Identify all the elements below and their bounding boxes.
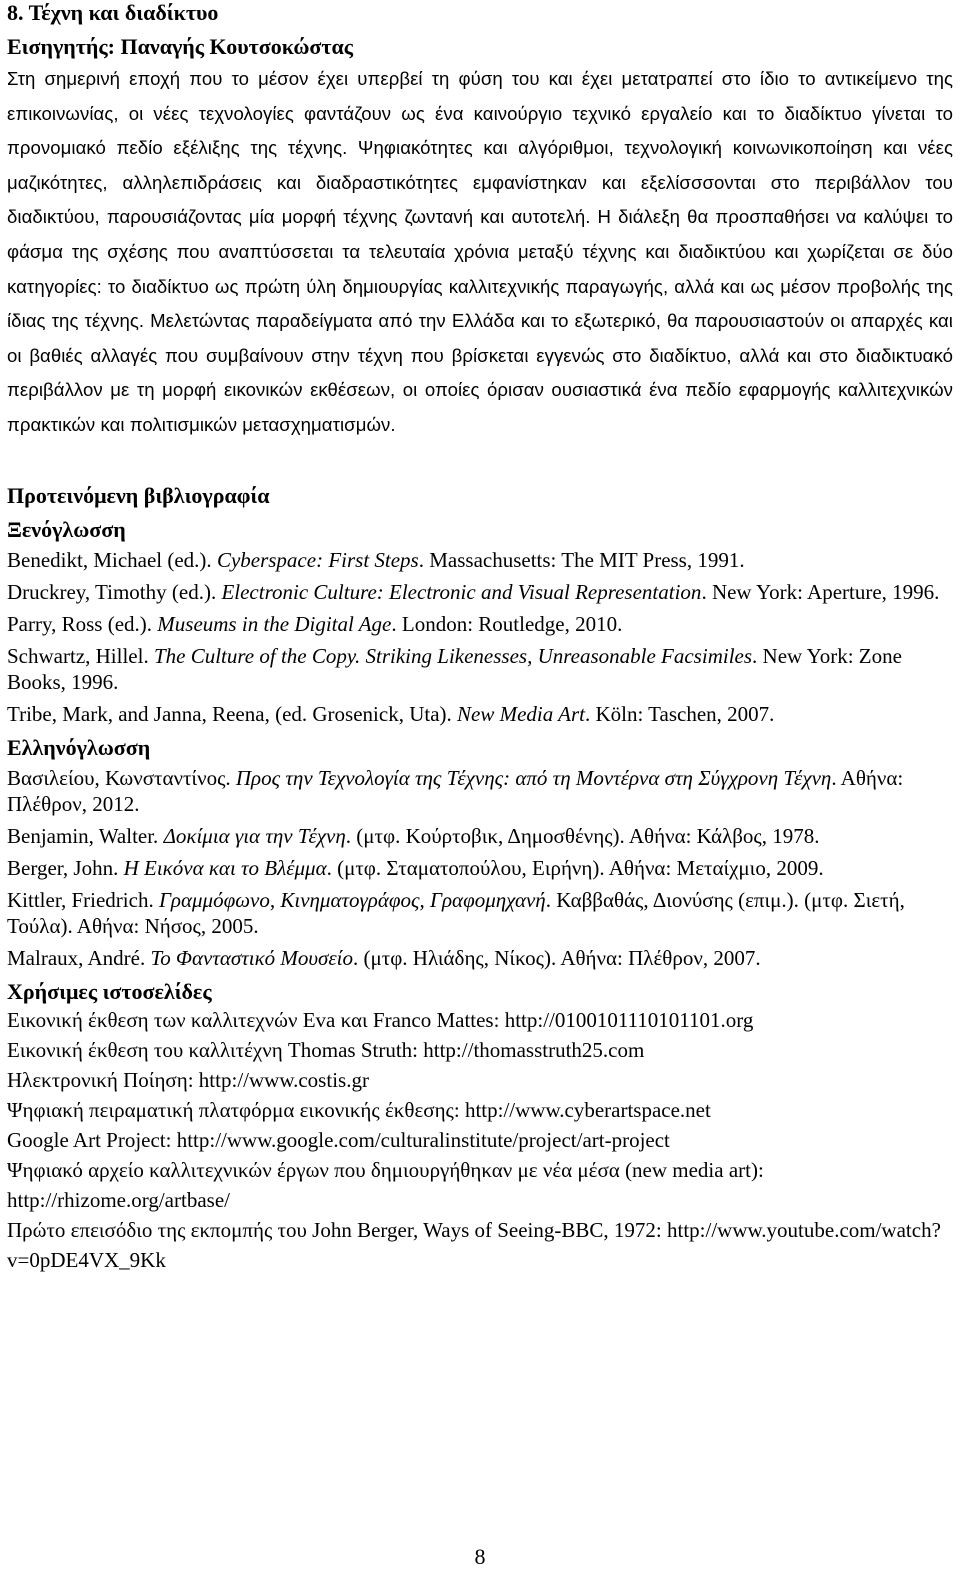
website-item[interactable]: Πρώτο επεισόδιο της εκπομπής του John Berger, Ways of Seeing-BBC, 1972: http://www.youtube.com/watch?v=0pDE4VX_9Kk — [7, 1217, 941, 1272]
bibliography-title: Προτεινόμενη βιβλιογραφία — [7, 482, 270, 508]
reference-author: Malraux, André. — [7, 945, 151, 970]
reference-item — [7, 823, 953, 849]
website-item[interactable]: Ψηφιακό αρχείο καλλιτεχνικών έργων που δημιουργήθηκαν με νέα μέσα (new media art): http://rhizome.org/artbase/ — [7, 1157, 764, 1212]
reference-publisher: . (μτφ. Σταματοπούλου, Ειρήνη). Αθήνα: Μεταίχμιο, 2009. — [326, 855, 824, 880]
reference-title: Electronic Culture: Electronic and Visual Representation — [221, 579, 702, 604]
website-item[interactable]: Ηλεκτρονική Ποίηση: http://www.costis.gr — [7, 1067, 369, 1092]
reference-publisher: . Massachusetts: The MIT Press, 1991. — [418, 547, 745, 572]
website-item[interactable]: Ψηφιακή πειραματική πλατφόρμα εικονικής έκθεσης: http://www.cyberartspace.net — [7, 1097, 711, 1122]
reference-author: Berger, John. — [7, 855, 124, 880]
reference-author: Schwartz, Hillel. — [7, 643, 154, 668]
reference-publisher: . New York: Aperture, 1996. — [701, 579, 940, 604]
reference-publisher: . Köln: Taschen, 2007. — [584, 701, 775, 726]
reference-item — [7, 701, 953, 727]
reference-publisher: . Καββαθάς, Διονύσης (επιμ.). (μτφ. Σιετή, Τούλα). Αθήνα: Νήσος, 2005. — [7, 887, 905, 938]
section-heading: 8. Τέχνη και διαδίκτυο — [7, 0, 219, 25]
document-page — [7, 0, 953, 1275]
reference-item — [7, 887, 953, 939]
website-item[interactable]: Εικονική έκθεση του καλλιτέχνη Thomas Struth: http://thomasstruth25.com — [7, 1037, 645, 1062]
website-item[interactable]: Google Art Project: http://www.google.com/culturalinstitute/project/art-project — [7, 1127, 670, 1152]
reference-item — [7, 579, 953, 605]
reference-publisher: . New York: Zone Books, 1996. — [7, 643, 902, 694]
greek-reference-list — [7, 765, 953, 971]
reference-title: New Media Art — [457, 701, 585, 726]
website-item[interactable]: Εικονική έκθεση των καλλιτεχνών Eva και Franco Mattes: http://0100101110101101.org — [7, 1007, 754, 1032]
reference-title: The Culture of the Copy. Striking Likenesses, Unreasonable Facsimiles — [153, 643, 753, 668]
websites-title: Χρήσιμες ιστοσελίδες — [7, 978, 212, 1004]
reference-author: Kittler, Friedrich. — [7, 887, 159, 912]
reference-author: Βασιλείου, Κωνσταντίνος. — [7, 765, 236, 790]
reference-title: Δοκίμια για την Τέχνη — [163, 823, 346, 848]
reference-publisher: . (μτφ. Κούρτοβικ, Δημοσθένης). Αθήνα: Κάλβος, 1978. — [345, 823, 820, 848]
reference-author: Benjamin, Walter. — [7, 823, 164, 848]
reference-author: Benedikt, Michael (ed.). — [7, 547, 217, 572]
reference-title: Το Φανταστικό Μουσείο — [150, 945, 353, 970]
abstract-paragraph: Στη σημερινή εποχή που το μέσον έχει υπερβεί τη φύση του και έχει μετατραπεί στο ίδιο το αντικείμενο της επικοινωνίας, οι νέες τεχνολογίες φαντάζουν ως ένα καινούργιο τεχνικό εργαλείο και το διαδίκτυο γίνεται το προνομιακό πεδίο εξέλιξης της τέχνης. Ψηφιακότητες και αλγόριθμοι, τεχνολογική κοινωνικοποίηση και νέες μαζικότητες, αλληλεπιδράσεις και διαδραστικότητες εμφανίστηκαν και εξελίσσσονται στο περιβάλλον του διαδικτύου, παρουσιάζοντας μία μορφή τέχνης ζωντανή και αυτοτελή. Η διάλεξη θα προσπαθήσει να καλύψει το φάσμα της σχέσης που αναπτύσσεται τα τελευταία χρόνια μεταξύ τέχνης και διαδικτύου και χωρίζεται σε δύο κατηγορίες: το διαδίκτυο ως πρώτη ύλη δημιουργίας καλλιτεχνικής παραγωγής, αλλά και ως μέσον προβολής της ίδιας της τέχνης. Μελετώντας παραδείγματα από την Ελλάδα και το εξωτερικό, θα παρουσιαστούν οι απαρχές και οι βαθιές αλλαγές που συμβαίνουν στην τέχνη που βρίσκεται εγγενώς στο διαδίκτυο, αλλά και στο διαδικτυακό περιβάλλον με τη μορφή εικονικών εκθέσεων, οι οποίες όρισαν ουσιαστικά ένα πεδίο εφαρμογής καλλιτεχνικών πρακτικών και πολιτισμικών μετασχηματισμών. — [7, 68, 953, 435]
reference-item — [7, 765, 953, 817]
reference-item — [7, 611, 953, 637]
reference-author: Druckrey, Timothy (ed.). — [7, 579, 222, 604]
reference-publisher: . (μτφ. Ηλιάδης, Νίκος). Αθήνα: Πλέθρον, 2007. — [353, 945, 761, 970]
foreign-bibliography-title: Ξενόγλωσση — [7, 516, 126, 542]
reference-title: Museums in the Digital Age — [157, 611, 392, 636]
reference-author: Parry, Ross (ed.). — [7, 611, 158, 636]
website-list — [7, 1005, 953, 1275]
reference-item — [7, 945, 953, 971]
reference-item — [7, 855, 953, 881]
reference-publisher: . London: Routledge, 2010. — [391, 611, 623, 636]
foreign-reference-list — [7, 547, 953, 727]
reference-item — [7, 547, 953, 573]
reference-title: Η Εικόνα και το Βλέμμα — [123, 855, 327, 880]
reference-title: Γραμμόφωνο, Κινηματογράφος, Γραφομηχανή — [158, 887, 546, 912]
greek-bibliography-title: Ελληνόγλωσση — [7, 734, 151, 760]
reference-item — [7, 643, 953, 695]
reference-title: Cyberspace: First Steps — [216, 547, 419, 572]
reference-author: Tribe, Mark, and Janna, Reena, (ed. Grosenick, Uta). — [7, 701, 458, 726]
lecturer-line: Εισηγητής: Παναγής Κουτσοκώστας — [7, 34, 354, 59]
reference-title: Προς την Τεχνολογία της Τέχνης: από τη Μοντέρνα στη Σύγχρονη Τέχνη — [235, 765, 832, 790]
reference-publisher: . Αθήνα: Πλέθρον, 2012. — [7, 765, 904, 816]
page-number: 8 — [474, 1544, 486, 1569]
